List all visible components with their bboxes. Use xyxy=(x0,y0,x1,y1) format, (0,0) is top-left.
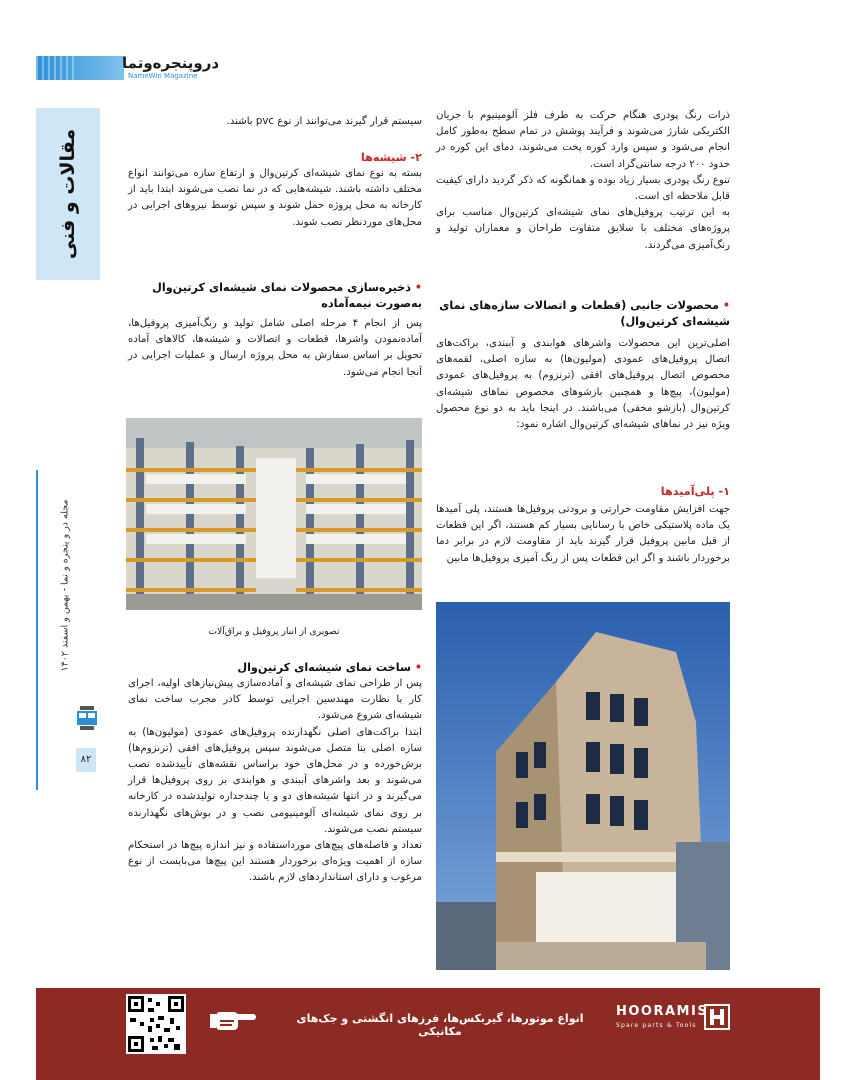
section-heading-construction: • ساخت نمای شیشه‌ای کرتین‌وال xyxy=(237,661,422,674)
footer-brand-subtitle: Spare parts & Tools xyxy=(616,1022,697,1029)
footer-brand-name: HOORAMIS xyxy=(616,1004,709,1019)
section-heading-storage: • ذخیره‌سازی محصولات نمای شیشه‌ای کرتین‌وال به‌صورت نیمه‌آماده xyxy=(152,281,422,310)
pointing-hand-icon xyxy=(210,1006,258,1034)
paragraph: تعداد و فاصله‌های پیچ‌های مورداستفاده و نیز اندازه پیچ‌ها در استحکام سازه از اهمیت ویژه‌ای برخوردار هستند این پیچ‌ها می‌بایست از نوع مرغوب و دارای استانداردهای لازم باشند. xyxy=(128,840,422,884)
construction-paragraphs xyxy=(128,676,422,887)
building-photo xyxy=(436,602,730,970)
photo-caption: تصویری از انبار پروفیل و یراق‌آلات xyxy=(208,626,340,637)
subheading-glass: ۲- شیشه‌ها xyxy=(360,151,422,164)
window-icon xyxy=(76,704,98,732)
warehouse-photo xyxy=(126,418,422,610)
paragraph: پس از طراحی نمای شیشه‌ای و آماده‌سازی پیش‌نیازهای اولیه، اجرای کار با نظارت مهندسین اجرایی توسط کادر مجرب ساخت نمای شیشه‌ای شروع می‌شود. xyxy=(128,678,422,722)
continued-line: سیستم قرار گیرند می‌توانند از نوع pvc باشند. xyxy=(226,116,422,127)
qr-code xyxy=(126,994,186,1054)
accessories-paragraph: اصلی‌ترین این محصولات واشرهای هوابندی و آببندی، براکت‌های اتصال پروفیل‌های عمودی (مولیون‌ها) به سازه اصلی، لقمه‌های مخصوص اتصال پروفیل‌های افقی (ترنزوم) به پروفیل‌های عمودی (مولیون)، پیچ‌ها و همچنین بازشوهای مخصوص نماهای شیشه‌ای کرتین‌وال (بازشو مخفی) می‌باشند. در اینجا باید به دو نوع محصول ویژه نیز در نماهای شیشه‌ای کرتین‌وال اشاره نمود: xyxy=(436,338,730,431)
magazine-issue-text: مجله در و پنجره و نما - بهمن و اسفند ۱۴۰۲ xyxy=(59,499,71,671)
storage-paragraph: پس از انجام ۴ مرحله اصلی شامل تولید و رنگ‌آمیزی پروفیل‌ها، آماده‌نمودن واشرها، قطعات و اتصالات و شیشه‌ها، کالاهای آماده تحویل بر اساس سفارش به محل پروژه ارسال و عملیات اجرایی در آنجا انجام می‌شود. xyxy=(128,318,422,378)
paragraph: ابتدا براکت‌های اصلی نگهدارنده پروفیل‌های عمودی (مولیون‌ها) به سازه اصلی بنا متصل می‌شوند سپس پروفیل‌های افقی (ترنزوم‌ها) برش‌خورده و در محل‌های خود براساس نقشه‌های تأییدشده نصب می‌شوند و بعد واشرهای آببندی و هوابندی بر روی پروفیل‌ها قرار می‌گیرند و در انتها شیشه‌های دو و یا چندجداره تولیدشده در کارخانه بر روی نمای شیشه‌ای آلومینیومی نصب و در بوش‌های نگهدارنده سیستم نصب می‌شوند. xyxy=(128,726,422,835)
hooramis-logo-icon xyxy=(704,1004,730,1030)
subheading-polyamides: ۱- پلی‌آمیدها xyxy=(660,485,730,498)
magazine-logo: دروپنجره‌وتما xyxy=(122,54,220,72)
section-tab xyxy=(36,108,100,280)
magazine-issue-line xyxy=(40,470,90,700)
section-heading-accessories: • محصولات جانبی (قطعات و اتصالات سازه‌های نمای شیشه‌ای کرتین‌وال) xyxy=(439,299,730,328)
sidebar-divider xyxy=(36,470,38,790)
right-column-intro xyxy=(436,108,730,254)
footer-tagline: انواع موتورها، گیربکس‌ها، فرزهای انگشتی و جک‌های مکانیکی xyxy=(296,1012,584,1038)
paragraph: تنوع رنگ پودری بسیار زیاد بوده و همانگونه که ذکر گردید دارای کیفیت قابل ملاحظه ای است. xyxy=(436,174,730,203)
glass-paragraph: بسته به نوع نمای شیشه‌ای کرتین‌وال و ارتفاع سازه می‌توانند انواع مختلف داشته باشند. شیشه‌هایی که در نما نصب می‌شوند ابتدا باید از کارخانه به محل پروژه حمل شوند و سپس توسط نیروهای اجرایی در محل‌های موردنظر نصب شوند. xyxy=(128,168,422,228)
section-tab-label: مقالات و فنی xyxy=(57,128,79,260)
magazine-logo-subtitle: NameWin Magazine xyxy=(128,72,198,80)
polyamides-paragraph: جهت افزایش مقاومت حرارتی و برودتی پروفیل‌ها هستند، پلی آمیدها یک ماده پلاستیکی خاص با رسانایی بسیار کم هستند، اگر این قطعات از قبل مابین پروفیل قرار گیرند باید از مقاومت لازم در برابر دما برخوردار باشند و اگر این قطعات پس از رنگ آمیزی پروفیل‌ها مابین xyxy=(436,504,730,564)
paragraph: به این ترتیب پروفیل‌های نمای شیشه‌ای کرتین‌وال مناسب برای پروژه‌های مختلف با سلایق متفاوت طراحان و معماران تولید و رنگ‌آمیزی می‌گردند. xyxy=(436,207,730,251)
masthead-color-bar xyxy=(36,56,124,80)
paragraph: ذرات رنگ پودری هنگام حرکت به طرف فلز آلومینیوم با جریان الکتریکی شارژ می‌شوند و فرآیند پوشش در تمام سطح به‌طور کامل انجام می‌شود و سپس وارد کوره پخت می‌شوند، دمای این کوره در حدود ۲۰۰ درجه سانتی‌گراد است. xyxy=(436,110,730,170)
page-number: ۸۲ xyxy=(76,748,96,772)
